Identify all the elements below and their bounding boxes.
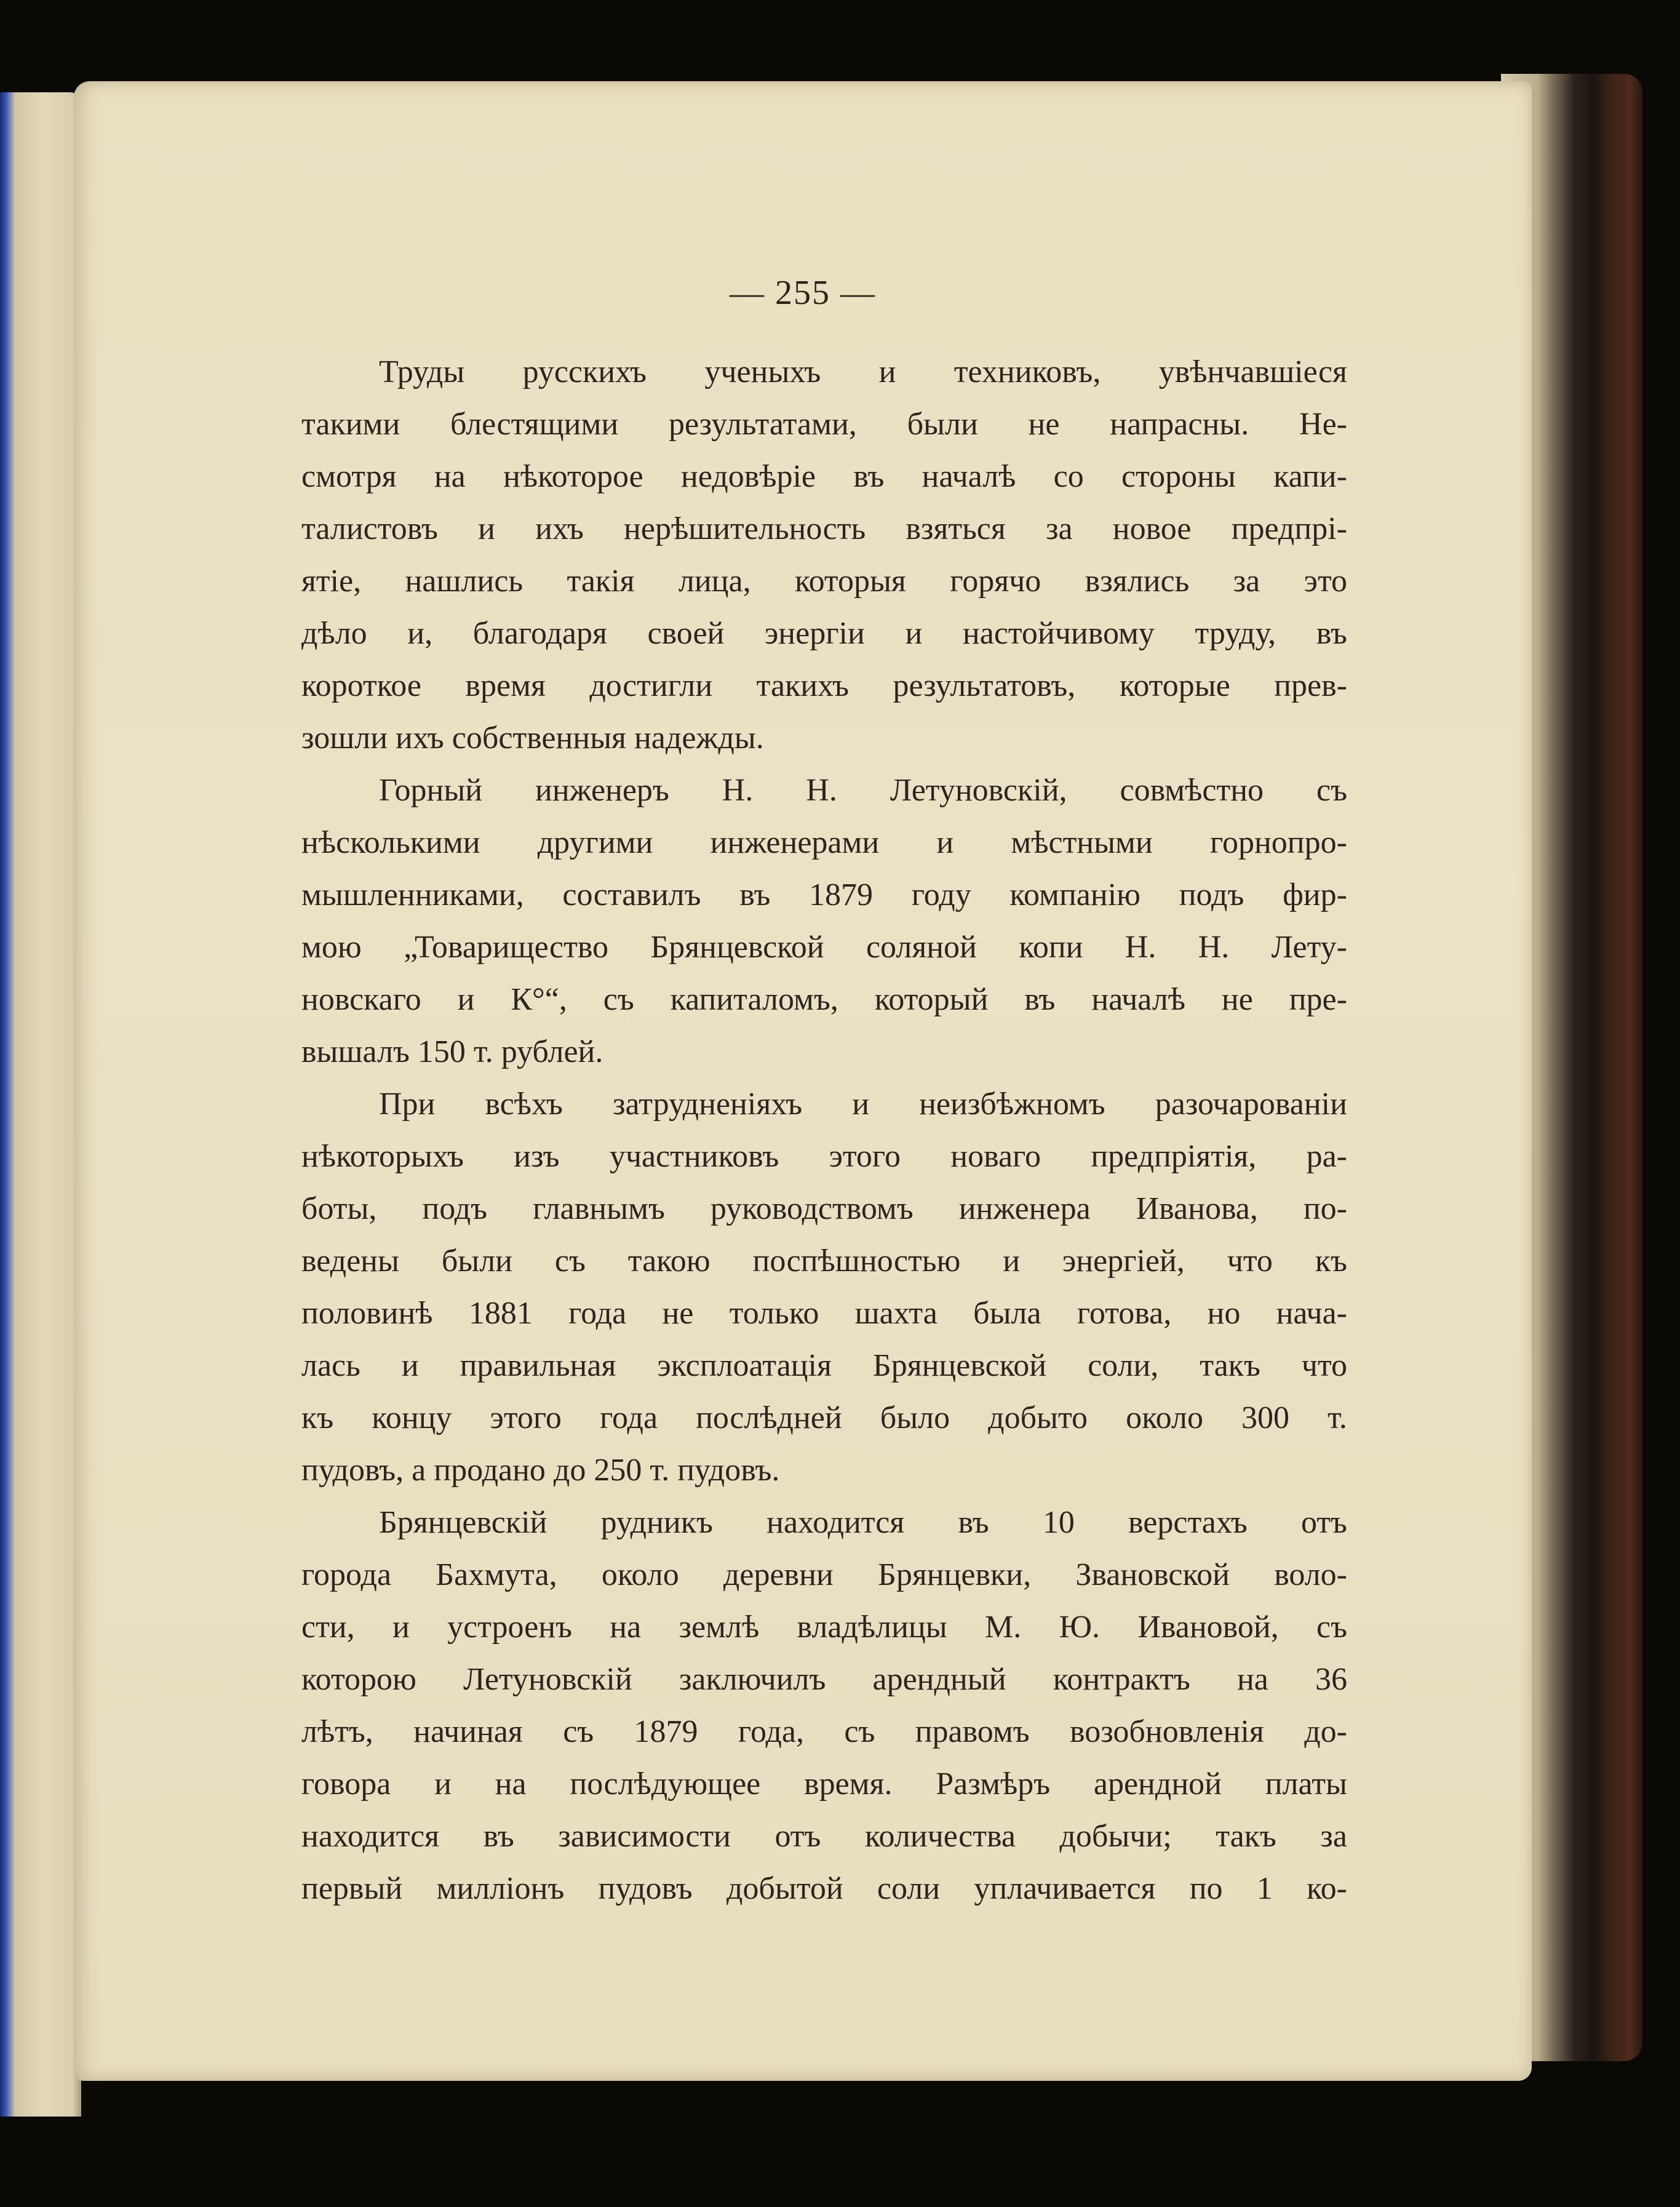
text-line: мою „Товарищество Брянцевской соляной копи Н. Н. Лету- xyxy=(301,930,1347,965)
text-line: пудовъ, а продано до 250 т. пудовъ. xyxy=(301,1453,780,1488)
text-line: короткое время достигли такихъ результатовъ, которые прев- xyxy=(301,668,1347,703)
text-line: мышленниками, составилъ въ 1879 году компанію подъ фир- xyxy=(301,877,1347,912)
text-line: ятіе, нашлись такія лица, которыя горячо взялись за это xyxy=(301,564,1347,599)
text-line: дѣло и, благодаря своей энергіи и настойчивому труду, въ xyxy=(301,616,1347,651)
text-line: Брянцевскій рудникъ находится въ 10 верстахъ отъ xyxy=(379,1505,1347,1540)
text-line: половинѣ 1881 года не только шахта была готова, но нача- xyxy=(301,1296,1347,1331)
text-line: такими блестящими результатами, были не напрасны. Не- xyxy=(301,407,1347,442)
text-line: говора и на послѣдующее время. Размѣръ арендной платы xyxy=(301,1766,1347,1802)
text-line: ведены были съ такою поспѣшностью и энергіей, что къ xyxy=(301,1243,1347,1279)
text-line: первый милліонъ пудовъ добытой соли уплачивается по 1 ко- xyxy=(301,1871,1347,1906)
facing-page-edge xyxy=(0,92,81,2117)
page-number: — 255 — xyxy=(730,274,876,312)
text-line: нѣсколькими другими инженерами и мѣстными горнопро- xyxy=(301,825,1347,860)
text-line: зошли ихъ собственныя надежды. xyxy=(301,720,764,756)
body-text xyxy=(301,346,1347,1915)
text-line: къ концу этого года послѣдней было добыто около 300 т. xyxy=(301,1400,1347,1435)
text-line: сти, и устроенъ на землѣ владѣлицы М. Ю. Ивановой, съ xyxy=(301,1610,1347,1645)
text-line: лась и правильная эксплоатація Брянцевской соли, такъ что xyxy=(301,1348,1347,1383)
text-line: Горный инженеръ Н. Н. Летуновскій, совмѣстно съ xyxy=(379,773,1347,808)
text-line: смотря на нѣкоторое недовѣріе въ началѣ со стороны капи- xyxy=(301,459,1347,494)
text-line: нѣкоторыхъ изъ участниковъ этого новаго предпріятія, ра- xyxy=(301,1139,1347,1174)
book-page xyxy=(74,81,1532,2081)
text-line: новскаго и К°“, съ капиталомъ, который въ началѣ не пре- xyxy=(301,982,1347,1017)
text-line: талистовъ и ихъ нерѣшительность взяться за новое предпрі- xyxy=(301,511,1347,546)
text-line: боты, подъ главнымъ руководствомъ инженера Иванова, по- xyxy=(301,1191,1347,1226)
text-line: города Бахмута, около деревни Брянцевки, Звановской воло- xyxy=(301,1557,1347,1592)
text-line: При всѣхъ затрудненіяхъ и неизбѣжномъ разочарованіи xyxy=(379,1087,1347,1122)
text-line: которою Летуновскій заключилъ арендный контрактъ на 36 xyxy=(301,1662,1347,1697)
text-line: вышалъ 150 т. рублей. xyxy=(301,1034,603,1069)
text-line: Труды русскихъ ученыхъ и техниковъ, увѣнчавшіеся xyxy=(379,354,1347,389)
text-line: лѣтъ, начиная съ 1879 года, съ правомъ возобновленія до- xyxy=(301,1714,1347,1749)
text-line: находится въ зависимости отъ количества добычи; такъ за xyxy=(301,1819,1347,1854)
